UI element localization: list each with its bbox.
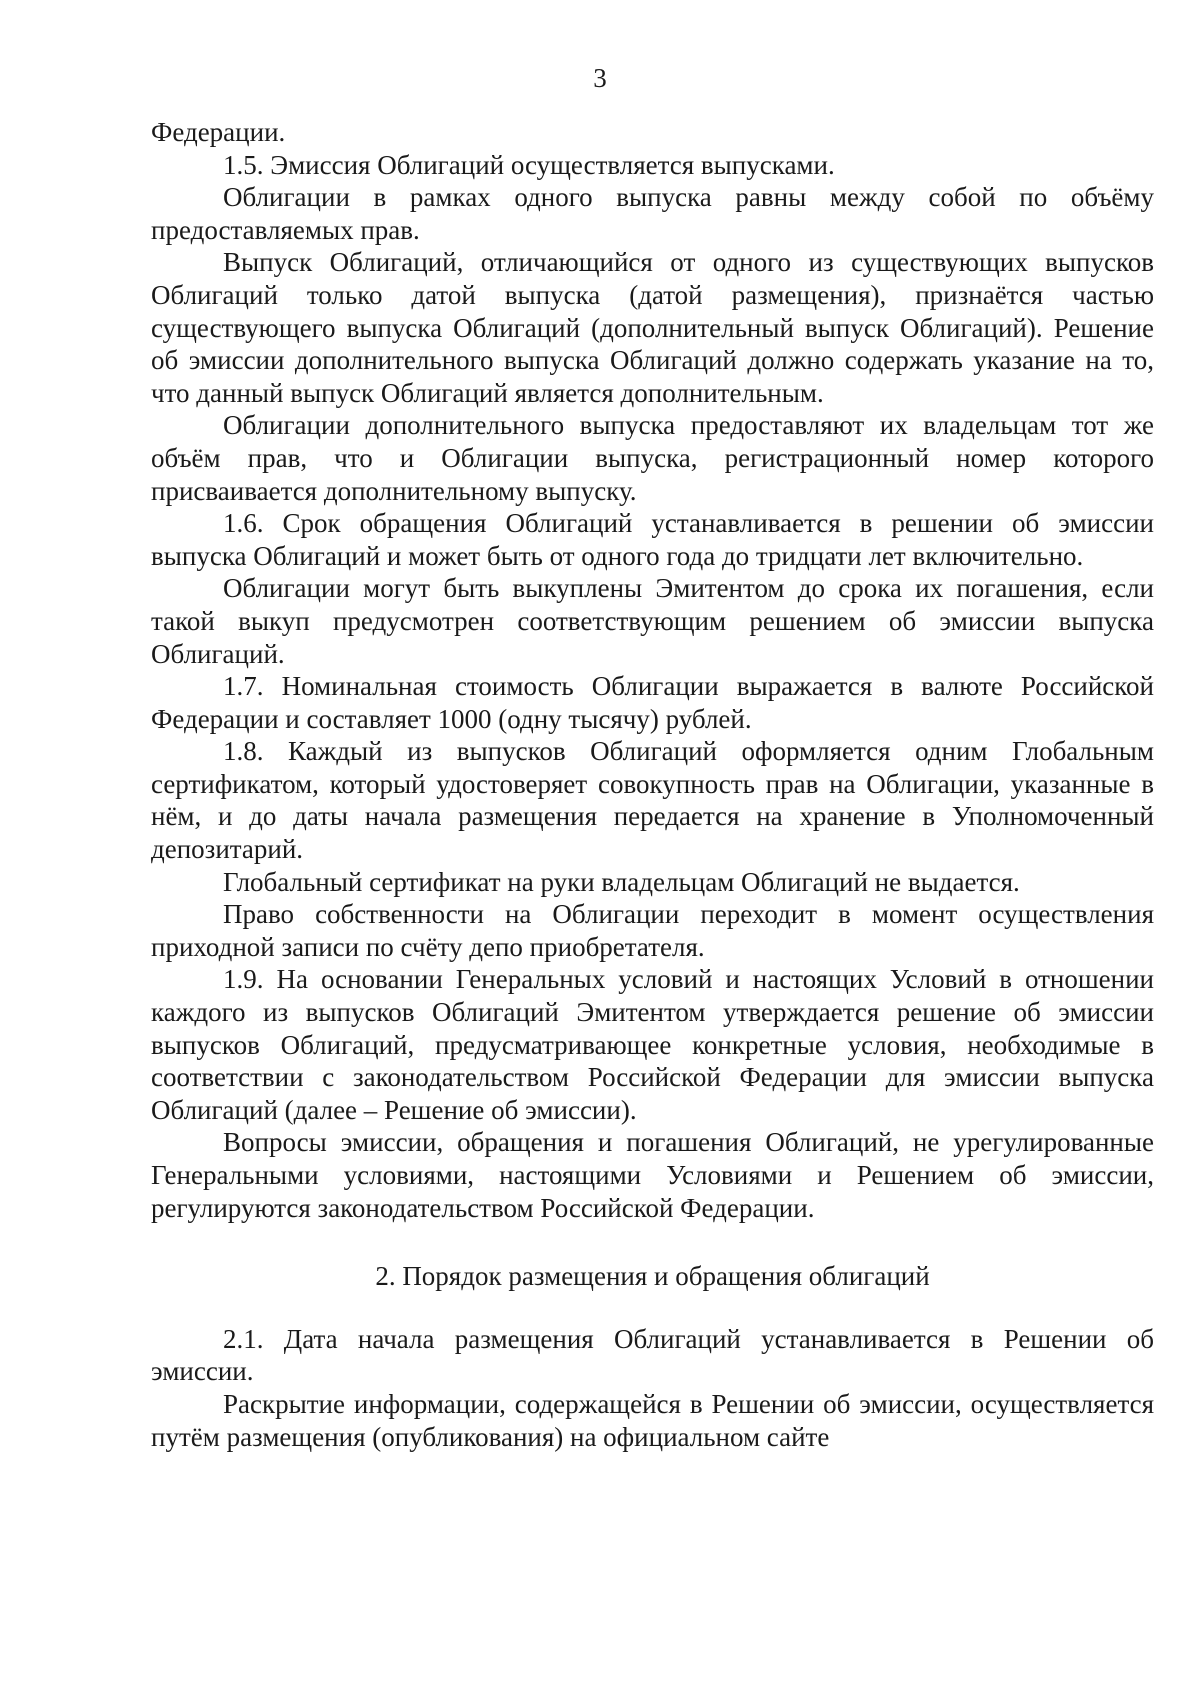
paragraph: Облигации дополнительного выпуска предоставляют их владельцам тот же объём прав, что и Облигации выпуска, регистрационный номер которого присваивается дополнительному выпуску. (151, 410, 1154, 506)
clause-1-9: 1.9. На основании Генеральных условий и настоящих Условий в отношении каждого из выпусков Облигаций Эмитентом утверждается решение об эмиссии выпусков Облигаций, предусматривающее конкретные условия, необходимые в соответствии с законодательством Российской Федерации для эмиссии выпуска Облигаций (далее – Решение об эмиссии). (151, 964, 1154, 1125)
clause-1-6: 1.6. Срок обращения Облигаций устанавливается в решении об эмиссии выпуска Облигаций и может быть от одного года до тридцати лет включительно. (151, 508, 1154, 571)
section-2-heading: 2. Порядок размещения и обращения облигаций (375, 1261, 930, 1292)
paragraph: Облигации в рамках одного выпуска равны между собой по объёму предоставляемых прав. (151, 182, 1154, 245)
page-number: 3 (593, 63, 607, 93)
paragraph: Облигации могут быть выкуплены Эмитентом до срока их погашения, если такой выкуп предусмотрен соответствующим решением об эмиссии выпуска Облигаций. (151, 573, 1154, 669)
clause-1-8: 1.8. Каждый из выпусков Облигаций оформляется одним Глобальным сертификатом, который удостоверяет совокупность прав на Облигации, указанные в нём, и до даты начала размещения передается на хранение в Уполномоченный депозитарий. (151, 736, 1154, 865)
clause-1-5: 1.5. Эмиссия Облигаций осуществляется выпусками. (223, 149, 835, 180)
clause-2-1: 2.1. Дата начала размещения Облигаций устанавливается в Решении об эмиссии. (151, 1323, 1154, 1387)
paragraph: Право собственности на Облигации переходит в момент осуществления приходной записи по счёту депо приобретателя. (151, 899, 1154, 962)
paragraph: Выпуск Облигаций, отличающийся от одного из существующих выпусков Облигаций только датой выпуска (датой размещения), признаётся частью существующего выпуска Облигаций (дополнительный выпуск Облигаций). Решение об эмиссии дополнительного выпуска Облигаций должно содержать указание на то, что данный выпуск Облигаций является дополнительным. (151, 247, 1154, 408)
document-body (151, 116, 1154, 1453)
paragraph: Глобальный сертификат на руки владельцам Облигаций не выдается. (223, 866, 1020, 897)
paragraph-continuation: Федерации. (151, 117, 286, 147)
paragraph: Вопросы эмиссии, обращения и погашения Облигаций, не урегулированные Генеральными условиями, настоящими Условиями и Решением об эмиссии, регулируются законодательством Российской Федерации. (151, 1127, 1154, 1223)
paragraph: Раскрытие информации, содержащейся в Решении об эмиссии, осуществляется путём размещения (опубликования) на официальном сайте (151, 1388, 1154, 1452)
clause-1-7: 1.7. Номинальная стоимость Облигации выражается в валюте Российской Федерации и составляет 1000 (одну тысячу) рублей. (151, 671, 1154, 734)
